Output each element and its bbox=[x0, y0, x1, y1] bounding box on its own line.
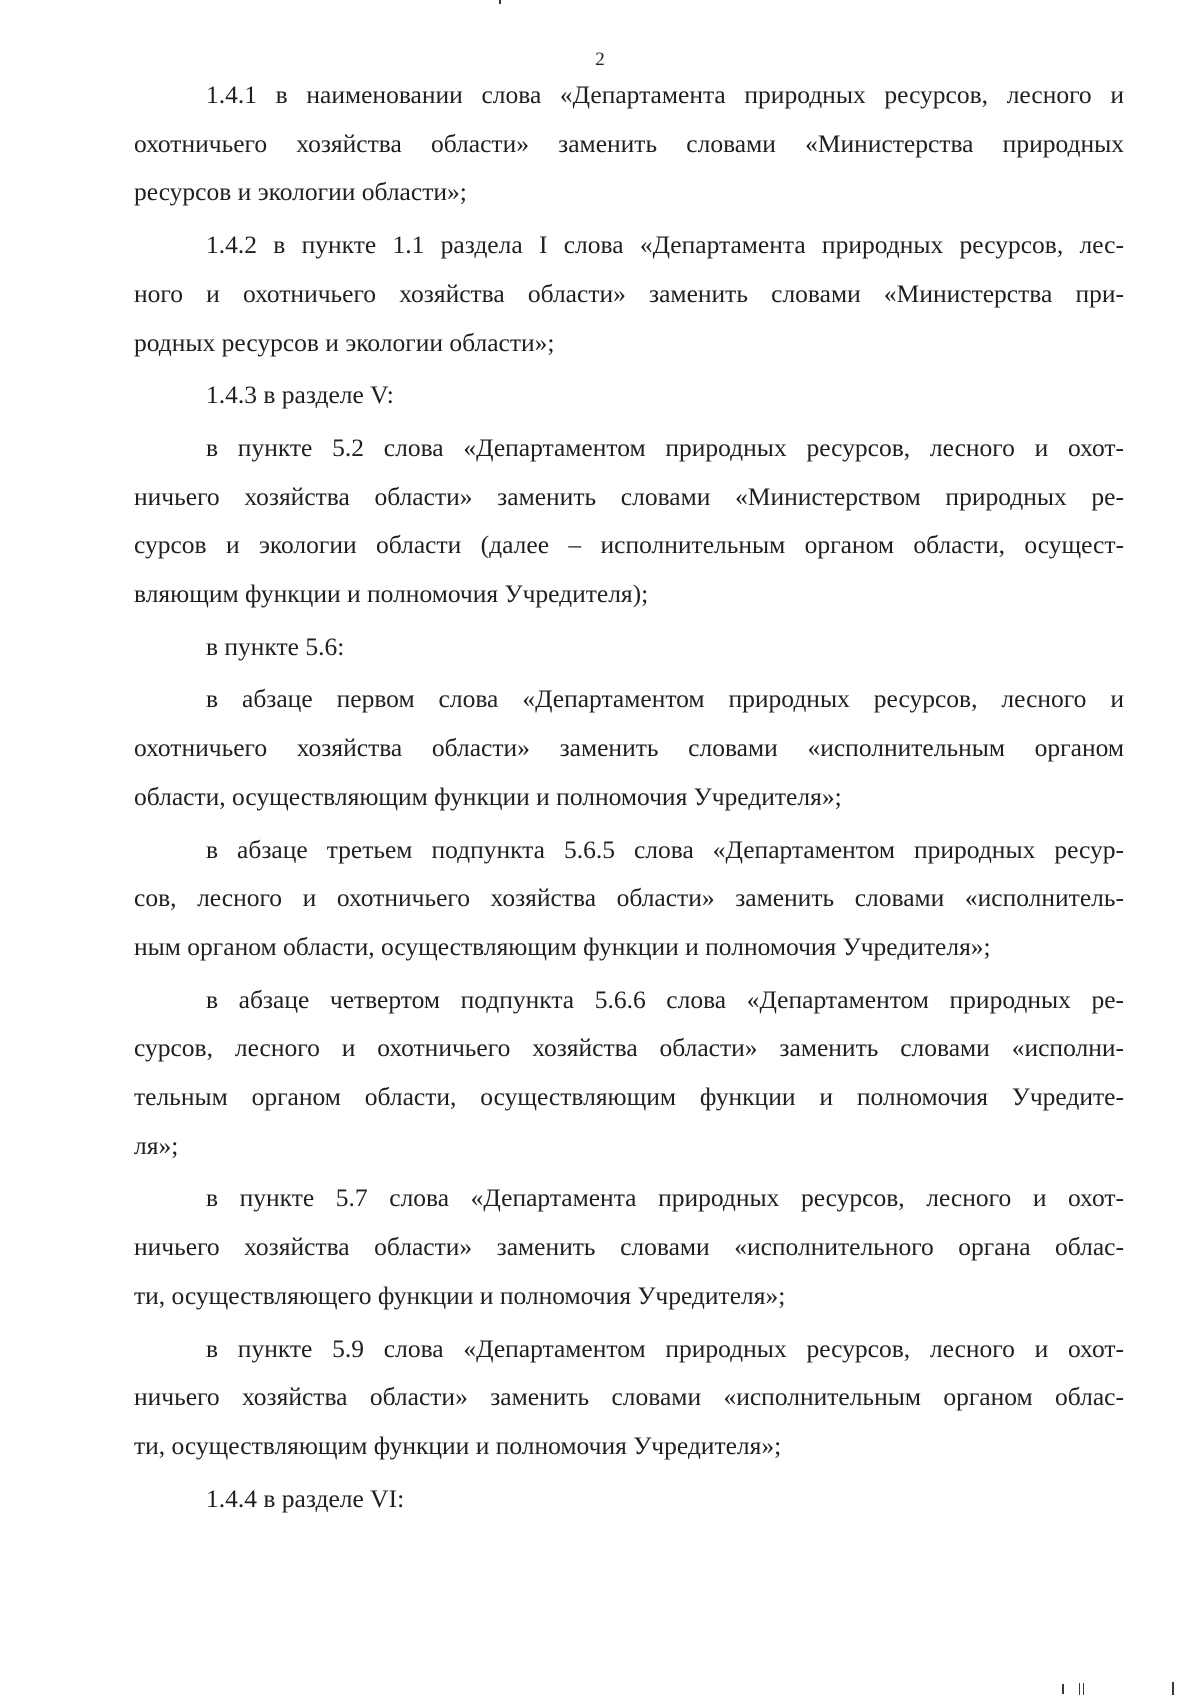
text-line: в пункте 5.2 слова «Департаментом природных ресурсов, лесного и охот- bbox=[206, 432, 1124, 462]
text-line: в абзаце третьем подпункта 5.6.5 слова «Департаментом природных ресур- bbox=[206, 834, 1124, 864]
text-line: охотничьего хозяйства области» заменить словами «Министерства природных bbox=[134, 128, 1124, 158]
scan-artifact bbox=[1079, 1683, 1080, 1695]
text-line: охотничьего хозяйства области» заменить словами «исполнительным органом bbox=[134, 733, 1124, 763]
text-line: в пункте 5.7 слова «Департамента природных ресурсов, лесного и охот- bbox=[206, 1183, 1124, 1213]
text-line: области, осуществляющим функции и полномочия Учредителя»; bbox=[134, 781, 842, 811]
paragraph-1-4-4 bbox=[134, 1475, 1124, 1524]
text-line: ти, осуществляющего функции и полномочия Учредителя»; bbox=[134, 1280, 786, 1310]
scan-artifact bbox=[499, 0, 501, 4]
paragraph-1-4-2 bbox=[134, 221, 1124, 367]
text-line: в пункте 5.9 слова «Департаментом природных ресурсов, лесного и охот- bbox=[206, 1333, 1124, 1363]
paragraph-5-6-first bbox=[134, 675, 1124, 821]
text-line: 1.4.4 в разделе VI: bbox=[206, 1483, 405, 1513]
text-line: сурсов, лесного и охотничьего хозяйства области» заменить словами «исполни- bbox=[134, 1033, 1124, 1063]
text-line: ничьего хозяйства области» заменить словами «Министерством природных ре- bbox=[134, 481, 1124, 511]
paragraph-point-5-7 bbox=[134, 1174, 1124, 1320]
paragraph-point-5-2 bbox=[134, 424, 1124, 619]
text-line: в пункте 5.6: bbox=[206, 631, 345, 661]
document-body bbox=[134, 71, 1124, 1527]
paragraph-1-4-3 bbox=[134, 371, 1124, 420]
text-line: ничьего хозяйства области» заменить словами «исполнительного органа облас- bbox=[134, 1232, 1124, 1262]
text-line: ресурсов и экологии области»; bbox=[134, 177, 467, 207]
text-line: ничьего хозяйства области» заменить словами «исполнительным органом облас- bbox=[134, 1382, 1124, 1412]
text-line: ным органом области, осуществляющим функции и полномочия Учредителя»; bbox=[134, 931, 991, 961]
text-line: в абзаце четвертом подпункта 5.6.6 слова «Департаментом природных ре- bbox=[206, 984, 1124, 1014]
text-line: ти, осуществляющим функции и полномочия Учредителя»; bbox=[134, 1430, 782, 1460]
text-line: 1.4.2 в пункте 1.1 раздела I слова «Департамента природных ресурсов, лес- bbox=[206, 230, 1124, 260]
text-line: сов, лесного и охотничьего хозяйства области» заменить словами «исполнитель- bbox=[134, 883, 1124, 913]
text-line: сурсов и экологии области (далее – исполнительным органом области, осущест- bbox=[134, 530, 1124, 560]
text-line: родных ресурсов и экологии области»; bbox=[134, 327, 555, 357]
paragraph-1-4-1 bbox=[134, 71, 1124, 217]
text-line: тельным органом области, осуществляющим функции и полномочия Учредите- bbox=[134, 1082, 1124, 1112]
paragraph-5-6-6 bbox=[134, 976, 1124, 1171]
scan-artifact bbox=[1062, 1684, 1064, 1694]
text-line: 1.4.3 в разделе V: bbox=[206, 380, 394, 410]
paragraph-point-5-6 bbox=[134, 623, 1124, 672]
scan-artifact bbox=[1172, 1682, 1174, 1695]
text-line: ного и охотничьего хозяйства области» заменить словами «Министерства при- bbox=[134, 278, 1124, 308]
paragraph-5-6-5 bbox=[134, 826, 1124, 972]
text-line: в абзаце первом слова «Департаментом природных ресурсов, лесного и bbox=[206, 684, 1124, 714]
text-line: 1.4.1 в наименовании слова «Департамента природных ресурсов, лесного и bbox=[206, 80, 1124, 109]
scan-artifact bbox=[1083, 1683, 1084, 1695]
text-line: вляющим функции и полномочия Учредителя); bbox=[134, 579, 649, 609]
paragraph-point-5-9 bbox=[134, 1325, 1124, 1471]
text-line: ля»; bbox=[134, 1130, 179, 1160]
page-number: 2 bbox=[595, 49, 605, 70]
